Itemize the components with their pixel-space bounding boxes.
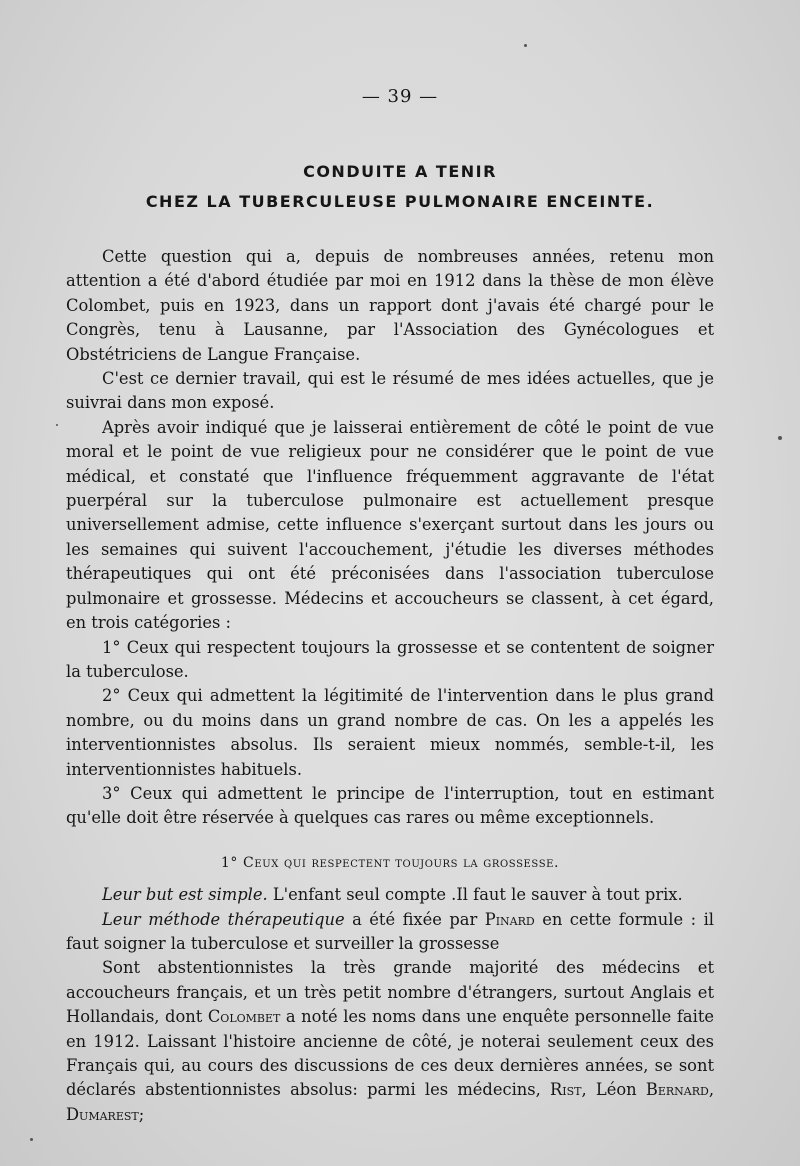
paragraph-intro: Cette question qui a, depuis de nombreuses années, retenu mon attention a été d'abord étudiée par moi en 1912 dans la thèse de mon élève Colombet, puis en 1923, dans un rapport dont j'avais été chargé pour le Congrès, tenu à Lausanne, par l'Association des Gynécologues et Obstétriciens de Langue Française.: [66, 247, 714, 364]
paper-speck: [524, 44, 527, 47]
author-name-rist: Rist: [550, 1080, 582, 1100]
category-1: 1° Ceux qui respectent toujours la grossesse et se contentent de soigner la tuberculose.: [66, 637, 714, 681]
paragraph-text: en cette formule : il faut soigner la tuberculose et surveiller la grossesse: [66, 909, 714, 953]
category-3: 3° Ceux qui admettent le principe de l'interruption, tout en estimant qu'elle doit être réservée à quelques cas rares ou même exceptionnels.: [66, 783, 714, 828]
author-name-bernard: Bernard: [645, 1080, 709, 1100]
paper-speck: [778, 436, 782, 440]
italic-lead: Leur but est simple.: [102, 885, 268, 905]
paragraph-abstentionnistes: [66, 956, 714, 1127]
body-text: [66, 245, 714, 1127]
section-title-text: Ceux qui respectent toujours la grossesse.: [243, 854, 560, 871]
paragraph-text: ,: [708, 1080, 714, 1100]
paragraph-text: L'enfant seul compte .Il faut le sauver à tout prix.: [267, 885, 683, 905]
chapter-heading-line-1: CONDUITE A TENIR: [303, 162, 497, 181]
paragraph-but: [66, 883, 714, 907]
paragraph-text: a été fixée par: [344, 909, 485, 929]
section-number: 1°: [220, 854, 238, 871]
chapter-heading-line-2: CHEZ LA TUBERCULEUSE PULMONAIRE ENCEINTE.: [145, 192, 655, 211]
paragraph-categories: Après avoir indiqué que je laisserai entièrement de côté le point de vue moral et le point de vue religieux pour ne considérer que le point de vue médical, et constaté que l'influence fréquemment aggravante de l'état puerpéral sur la tuberculose pulmonaire est actuellement presque universellement admise, cette influence s'exerçant surtout dans les jours ou les semaines qui suivent l'accouchement, j'étudie les diverses méthodes thérapeutiques qui ont été préconisées dans l'association tuberculose pulmonaire et grossesse. Médecins et accoucheurs se classent, à cet égard, en trois catégories :: [66, 417, 714, 633]
paper-speck: [30, 1138, 33, 1141]
paragraph-expose: C'est ce dernier travail, qui est le résumé de mes idées actuelles, que je suivrai dans mon exposé.: [66, 369, 714, 413]
page-number: — 39 —: [361, 86, 439, 107]
italic-lead: Leur méthode thérapeutique: [102, 909, 345, 929]
section-title: [66, 851, 714, 875]
paragraph-text: a noté les noms dans une enquête personnelle faite en 1912. Laissant l'histoire ancienne de côté, je noterai seulement ceux des Français qui, au cours des discussions de ces deux dernières années, se sont déclarés abstentionnistes absolus: parmi les médecins,: [66, 1007, 714, 1100]
paragraph-text: ;: [138, 1104, 145, 1124]
author-name-colombet: Colombet: [207, 1007, 281, 1027]
author-name-dumarest: Dumarest: [66, 1104, 139, 1124]
paper-speck: [56, 424, 58, 426]
paragraph-text: Sont abstentionnistes la très grande majorité des médecins et accoucheurs français, et un très petit nombre d'étrangers, surtout Anglais et Hollandais, dont: [66, 958, 714, 1027]
paragraph-methode: [66, 908, 714, 957]
category-2: 2° Ceux qui admettent la légitimité de l'intervention dans le plus grand nombre, ou du moins dans un grand nombre de cas. On les a appelés les interventionnistes absolus. Ils seraient mieux nommés, semble-t-il, les interventionnistes habituels.: [66, 686, 714, 779]
author-name-pinard: Pinard: [484, 909, 535, 929]
paragraph-text: , Léon: [581, 1080, 646, 1100]
